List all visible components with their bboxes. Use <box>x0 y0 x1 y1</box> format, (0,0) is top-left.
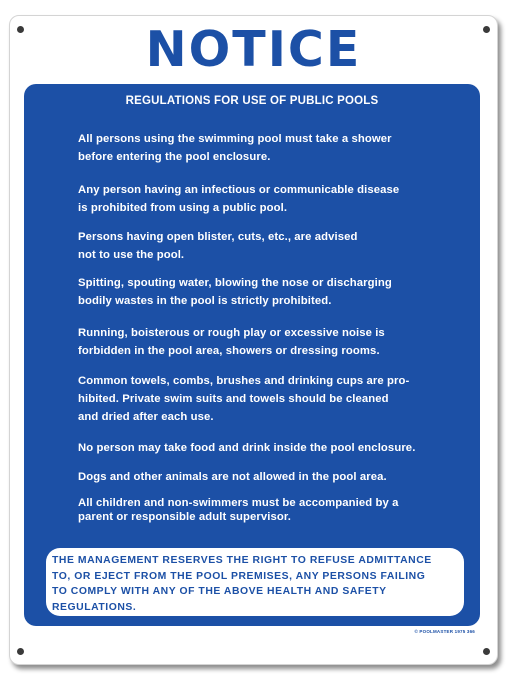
mounting-hole-icon <box>17 648 24 655</box>
rule-shower: All persons using the swimming pool must take a shower before entering the pool enclosure. <box>78 133 392 163</box>
regulations-heading: REGULATIONS FOR USE OF PUBLIC POOLS <box>125 95 379 107</box>
management-notice: THE MANAGEMENT RESERVES THE RIGHT TO REFUSE ADMITTANCE TO, OR EJECT FROM THE POOL PREMISES, ANY PERSONS FAILING TO COMPLY WITH ANY OF THE ABOVE HEALTH AND SAFETY REGULATIONS. <box>46 548 464 616</box>
notice-sign <box>9 15 498 665</box>
mounting-hole-icon <box>483 648 490 655</box>
rule-animals: Dogs and other animals are not allowed in the pool area. <box>78 471 387 483</box>
copyright-footnote: © POOLMASTER 1975 366 <box>414 629 475 634</box>
rule-running: Running, boisterous or rough play or excessive noise is forbidden in the pool area, showers or dressing rooms. <box>78 327 385 357</box>
rule-food-drink: No person may take food and drink inside the pool enclosure. <box>78 442 416 454</box>
rule-common-towels: Common towels, combs, brushes and drinking cups are pro- hibited. Private swim suits and towels should be cleaned and dried after each use. <box>78 375 410 423</box>
rule-spitting: Spitting, spouting water, blowing the nose or discharging bodily wastes in the pool is strictly prohibited. <box>78 277 392 307</box>
rule-disease: Any person having an infectious or communicable disease is prohibited from using a public pool. <box>78 184 400 214</box>
regulations-panel <box>24 84 480 626</box>
sign-title: NOTICE <box>145 21 362 78</box>
rule-children: All children and non-swimmers must be accompanied by a parent or responsible adult supervisor. <box>78 497 399 523</box>
rule-open-cuts: Persons having open blister, cuts, etc., are advised not to use the pool. <box>78 231 358 261</box>
